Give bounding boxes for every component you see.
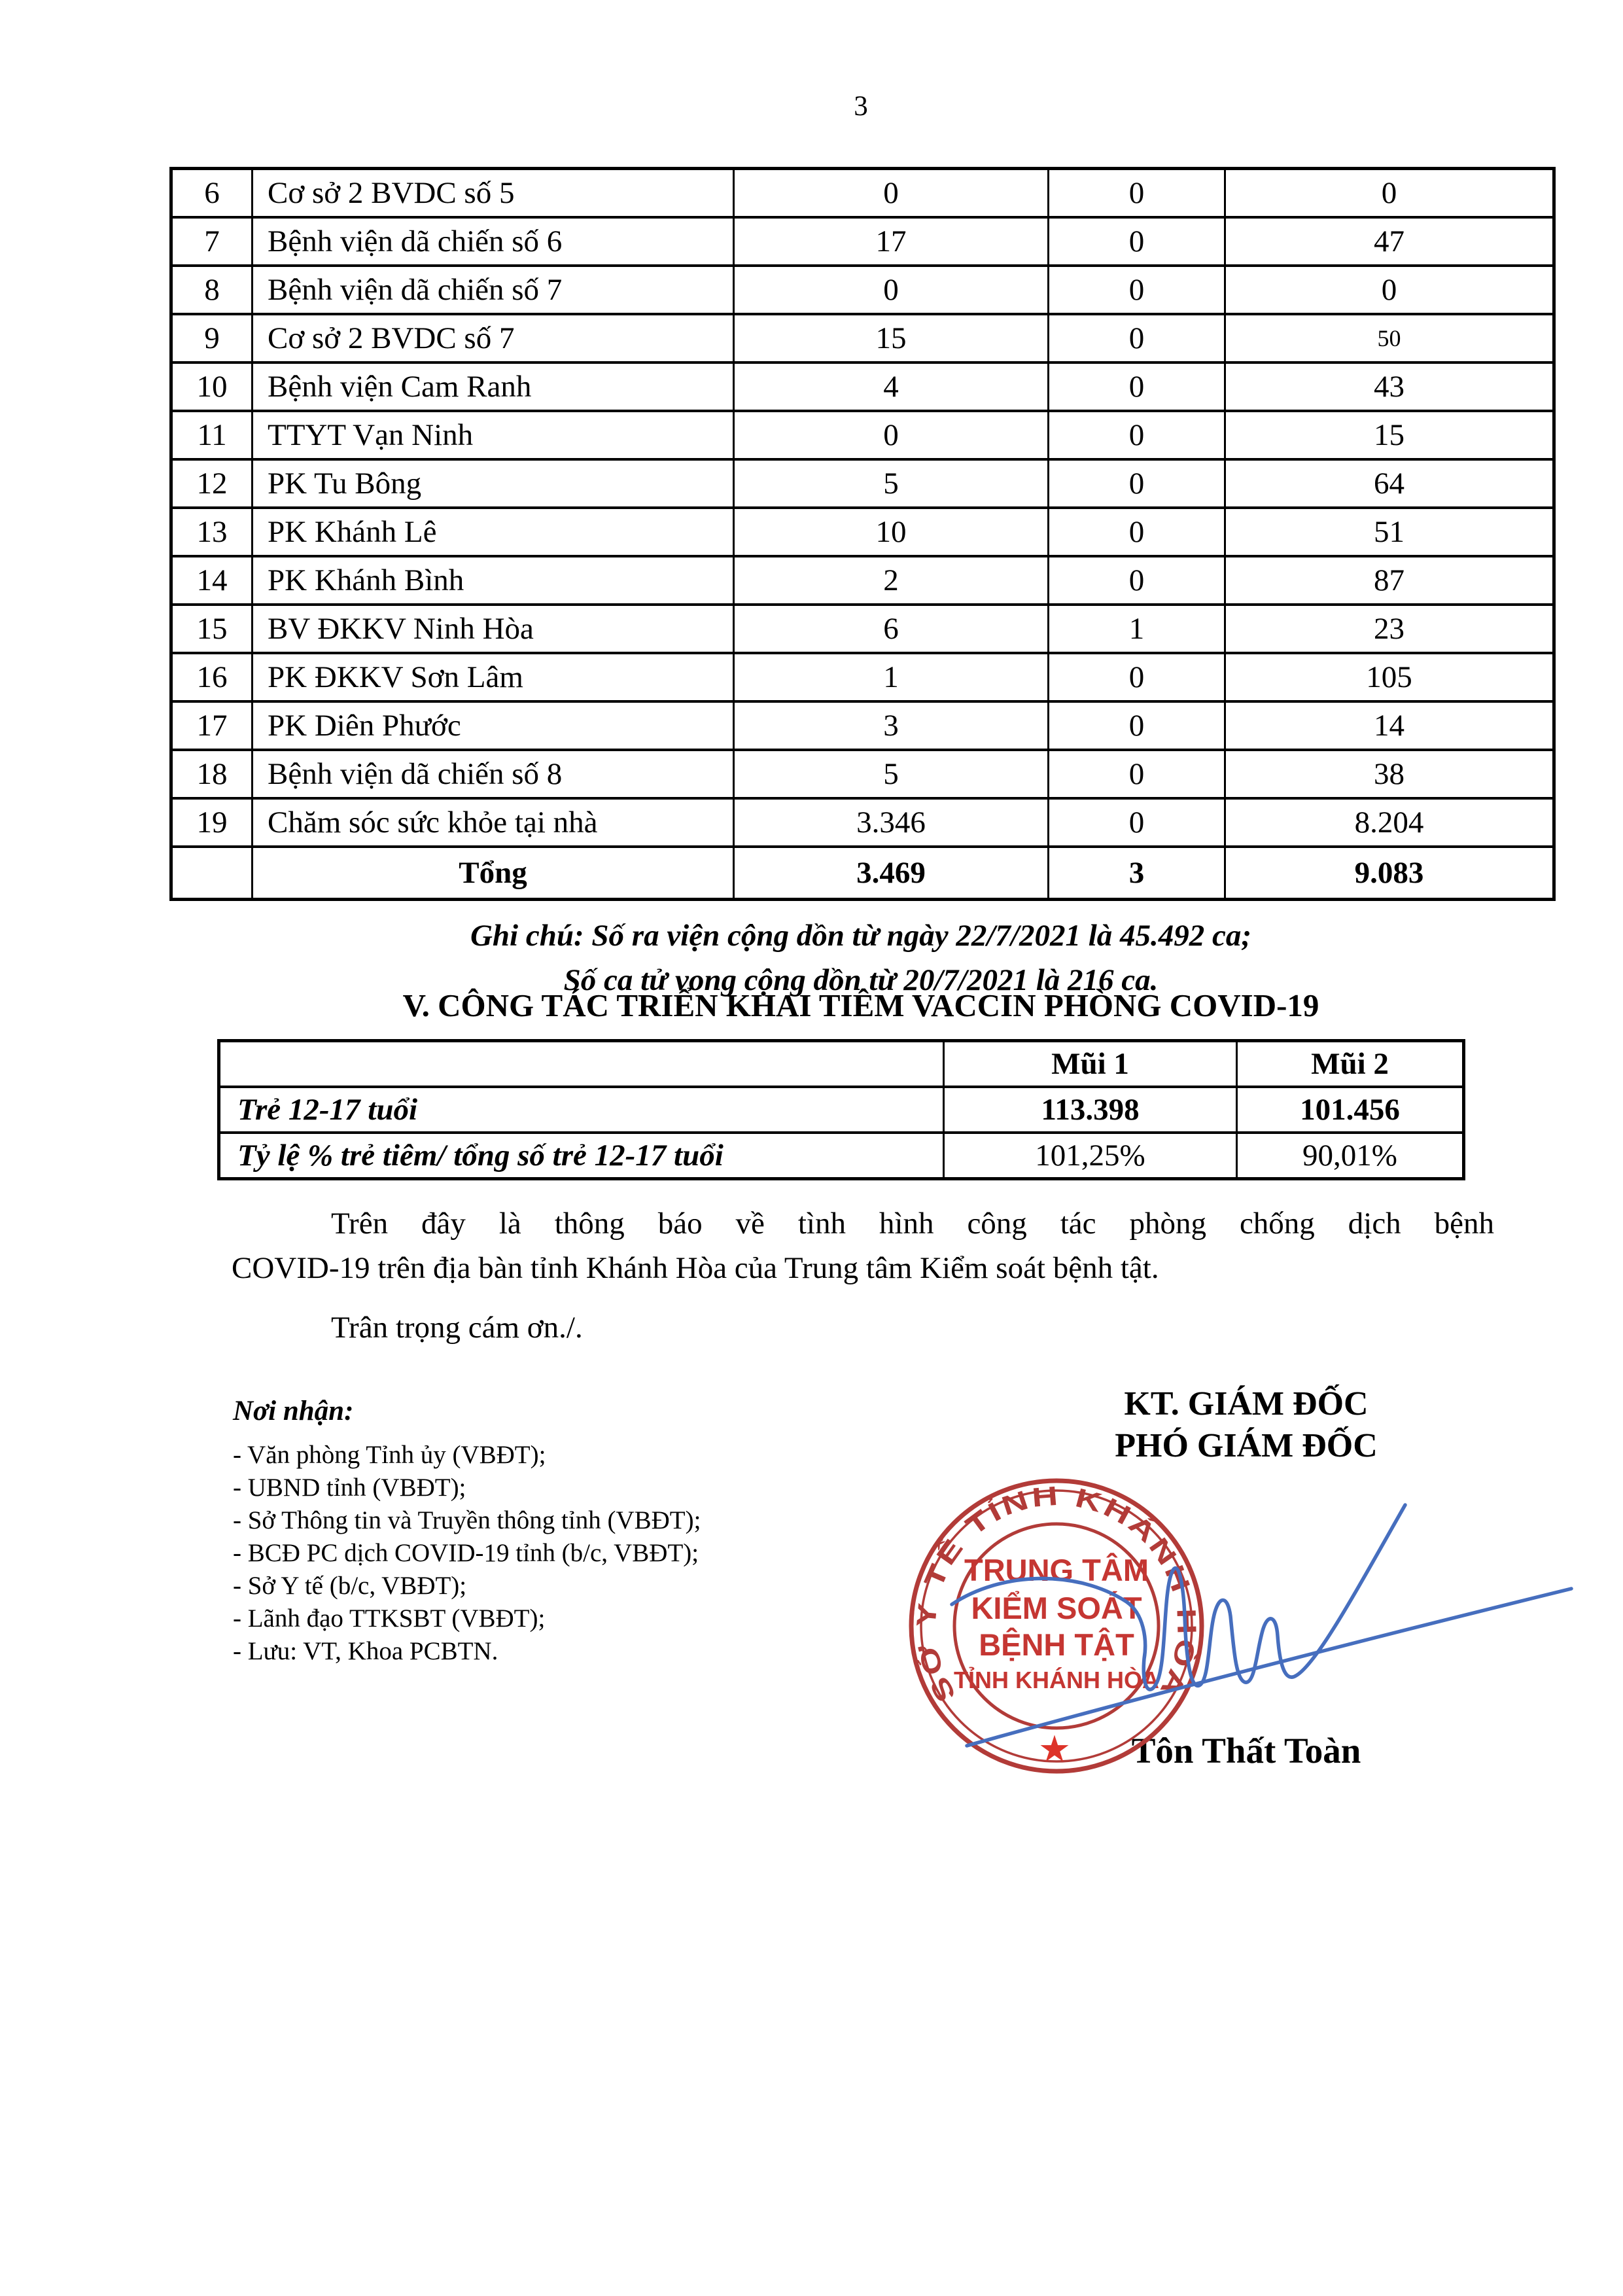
row-number: 19 <box>171 798 253 847</box>
value-1: 10 <box>734 508 1049 556</box>
value-2: 0 <box>1049 798 1225 847</box>
recipient-item: - BCĐ PC dịch COVID-19 tỉnh (b/c, VBĐT); <box>233 1539 699 1567</box>
row-number: 11 <box>171 411 253 459</box>
facility-name: Bệnh viện dã chiến số 7 <box>253 266 734 314</box>
value-3: 87 <box>1225 556 1554 605</box>
vaccine-header-row <box>219 1041 1464 1087</box>
value-1: 0 <box>734 266 1049 314</box>
dose2-header: Mũi 2 <box>1237 1041 1464 1087</box>
handwritten-signature <box>952 1505 1571 1746</box>
signer-name: Tôn Thất Toàn <box>1131 1731 1361 1771</box>
table-row <box>171 605 1554 653</box>
dose1-header: Mũi 1 <box>944 1041 1237 1087</box>
facility-name: Bệnh viện dã chiến số 8 <box>253 750 734 798</box>
closing-line-1: Trên đây là thông báo về tình hình công tác phòng chống dịch bệnh <box>331 1207 1494 1241</box>
total-value-3: 9.083 <box>1225 847 1554 900</box>
closing-paragraph <box>232 1201 1494 1290</box>
value-1: 6 <box>734 605 1049 653</box>
facility-name: PK Tu Bông <box>253 459 734 508</box>
row-number: 6 <box>171 169 253 218</box>
facility-name: BV ĐKKV Ninh Hòa <box>253 605 734 653</box>
table-row <box>171 459 1554 508</box>
closing-line-2: COVID-19 trên địa bàn tỉnh Khánh Hòa của Trung tâm Kiểm soát bệnh tật. <box>232 1251 1159 1285</box>
facility-name: Chăm sóc sức khỏe tại nhà <box>253 798 734 847</box>
recipient-item: - Lãnh đạo TTKSBT (VBĐT); <box>233 1604 546 1633</box>
row-number: 16 <box>171 653 253 701</box>
value-2: 0 <box>1049 653 1225 701</box>
value-2: 0 <box>1049 556 1225 605</box>
row-number: 7 <box>171 217 253 266</box>
row-number: 9 <box>171 314 253 362</box>
row-number: 15 <box>171 605 253 653</box>
note-line-2: Số ca tử vong cộng dồn từ 20/7/2021 là 216 ca. <box>563 963 1159 997</box>
empty-header-cell <box>219 1041 944 1087</box>
dose2-value: 101.456 <box>1237 1087 1464 1133</box>
value-1: 5 <box>734 750 1049 798</box>
facility-name: Bệnh viện dã chiến số 6 <box>253 217 734 266</box>
recipient-item: - UBND tỉnh (VBĐT); <box>233 1474 466 1502</box>
facility-name: PK Khánh Bình <box>253 556 734 605</box>
value-3: 64 <box>1225 459 1554 508</box>
stamp-star-icon: ★ <box>1038 1729 1072 1770</box>
row-number: 13 <box>171 508 253 556</box>
signature-title-2: PHÓ GIÁM ĐỐC <box>1115 1427 1378 1464</box>
stamp-line-3: BỆNH TẬT <box>979 1627 1134 1662</box>
vaccine-row <box>219 1087 1464 1133</box>
stamp-line-2: KIỂM SOÁT <box>971 1591 1142 1625</box>
value-1: 17 <box>734 217 1049 266</box>
row-number: 8 <box>171 266 253 314</box>
value-1: 4 <box>734 362 1049 411</box>
value-3: 0 <box>1225 266 1554 314</box>
value-1: 5 <box>734 459 1049 508</box>
value-1: 1 <box>734 653 1049 701</box>
value-2: 0 <box>1049 266 1225 314</box>
value-2: 0 <box>1049 459 1225 508</box>
vaccine-row-label: Tỷ lệ % trẻ tiêm/ tổng số trẻ 12-17 tuổi <box>219 1133 944 1179</box>
section-v-heading: V. CÔNG TÁC TRIỂN KHAI TIÊM VACCIN PHÒNG COVID-19 <box>402 987 1319 1023</box>
recipient-item: - Văn phòng Tỉnh ủy (VBĐT); <box>233 1441 546 1469</box>
value-2: 0 <box>1049 169 1225 218</box>
table-row <box>171 556 1554 605</box>
page-number: 3 <box>854 91 868 122</box>
value-3: 15 <box>1225 411 1554 459</box>
vaccine-row-label: Trẻ 12-17 tuổi <box>219 1087 944 1133</box>
value-2: 0 <box>1049 217 1225 266</box>
thanks-line: Trân trọng cám ơn./. <box>331 1311 583 1345</box>
value-2: 0 <box>1049 508 1225 556</box>
empty-cell <box>171 847 253 900</box>
table-row <box>171 508 1554 556</box>
stamp-line-4: TỈNH KHÁNH HÒA <box>954 1667 1159 1693</box>
value-3: 47 <box>1225 217 1554 266</box>
value-2: 0 <box>1049 701 1225 750</box>
facility-name: PK Diên Phước <box>253 701 734 750</box>
facility-name: Cơ sở 2 BVDC số 5 <box>253 169 734 218</box>
row-number: 12 <box>171 459 253 508</box>
facility-name: Bệnh viện Cam Ranh <box>253 362 734 411</box>
table-row <box>171 653 1554 701</box>
row-number: 10 <box>171 362 253 411</box>
note-line-1: Ghi chú: Số ra viện cộng dồn từ ngày 22/7/2021 là 45.492 ca; <box>470 919 1252 953</box>
value-3: 14 <box>1225 701 1554 750</box>
table-row <box>171 266 1554 314</box>
value-3: 38 <box>1225 750 1554 798</box>
total-value-2: 3 <box>1049 847 1225 900</box>
table-row <box>171 362 1554 411</box>
recipients-block <box>233 1395 887 1668</box>
recipients-title: Nơi nhận: <box>233 1396 354 1426</box>
total-label: Tổng <box>253 847 734 900</box>
dose1-value: 101,25% <box>944 1133 1237 1179</box>
value-3: 8.204 <box>1225 798 1554 847</box>
value-2: 1 <box>1049 605 1225 653</box>
value-2: 0 <box>1049 411 1225 459</box>
table-row <box>171 411 1554 459</box>
table-row <box>171 217 1554 266</box>
row-number: 14 <box>171 556 253 605</box>
value-3: 50 <box>1225 314 1554 362</box>
facility-name: TTYT Vạn Ninh <box>253 411 734 459</box>
value-3: 43 <box>1225 362 1554 411</box>
value-1: 3 <box>734 701 1049 750</box>
treatment-facilities-table <box>169 167 1556 901</box>
value-1: 0 <box>734 169 1049 218</box>
recipient-item: - Sở Thông tin và Truyền thông tỉnh (VBĐT); <box>233 1506 701 1534</box>
signature-title-1: KT. GIÁM ĐỐC <box>1124 1385 1369 1422</box>
value-1: 3.346 <box>734 798 1049 847</box>
value-2: 0 <box>1049 750 1225 798</box>
recipient-item: - Sở Y tế (b/c, VBĐT); <box>233 1572 467 1600</box>
total-value-1: 3.469 <box>734 847 1049 900</box>
stamp-ring-text: SỞ Y TẾ TỈNH KHÁNH HÒA <box>911 1481 1202 1708</box>
stamp-line-1: TRUNG TÂM <box>964 1553 1149 1587</box>
value-3: 51 <box>1225 508 1554 556</box>
value-1: 2 <box>734 556 1049 605</box>
value-1: 0 <box>734 411 1049 459</box>
facility-name: PK Khánh Lê <box>253 508 734 556</box>
row-number: 17 <box>171 701 253 750</box>
value-1: 15 <box>734 314 1049 362</box>
facility-name: PK ĐKKV Sơn Lâm <box>253 653 734 701</box>
dose2-value: 90,01% <box>1237 1133 1464 1179</box>
table-row <box>171 314 1554 362</box>
value-3: 105 <box>1225 653 1554 701</box>
stamp-rings <box>911 1481 1202 1771</box>
value-3: 23 <box>1225 605 1554 653</box>
value-2: 0 <box>1049 362 1225 411</box>
value-3: 0 <box>1225 169 1554 218</box>
table-row <box>171 798 1554 847</box>
table-total-row <box>171 847 1554 900</box>
recipient-item: - Lưu: VT, Khoa PCBTN. <box>233 1637 498 1665</box>
dose1-value: 113.398 <box>944 1087 1237 1133</box>
table-row <box>171 750 1554 798</box>
facility-name: Cơ sở 2 BVDC số 7 <box>253 314 734 362</box>
stamp-center-text <box>954 1553 1159 1693</box>
signature-titles <box>968 1383 1524 1467</box>
vaccine-row <box>219 1133 1464 1179</box>
table-row <box>171 169 1554 218</box>
vaccine-table <box>217 1039 1465 1180</box>
row-number: 18 <box>171 750 253 798</box>
value-2: 0 <box>1049 314 1225 362</box>
table-row <box>171 701 1554 750</box>
